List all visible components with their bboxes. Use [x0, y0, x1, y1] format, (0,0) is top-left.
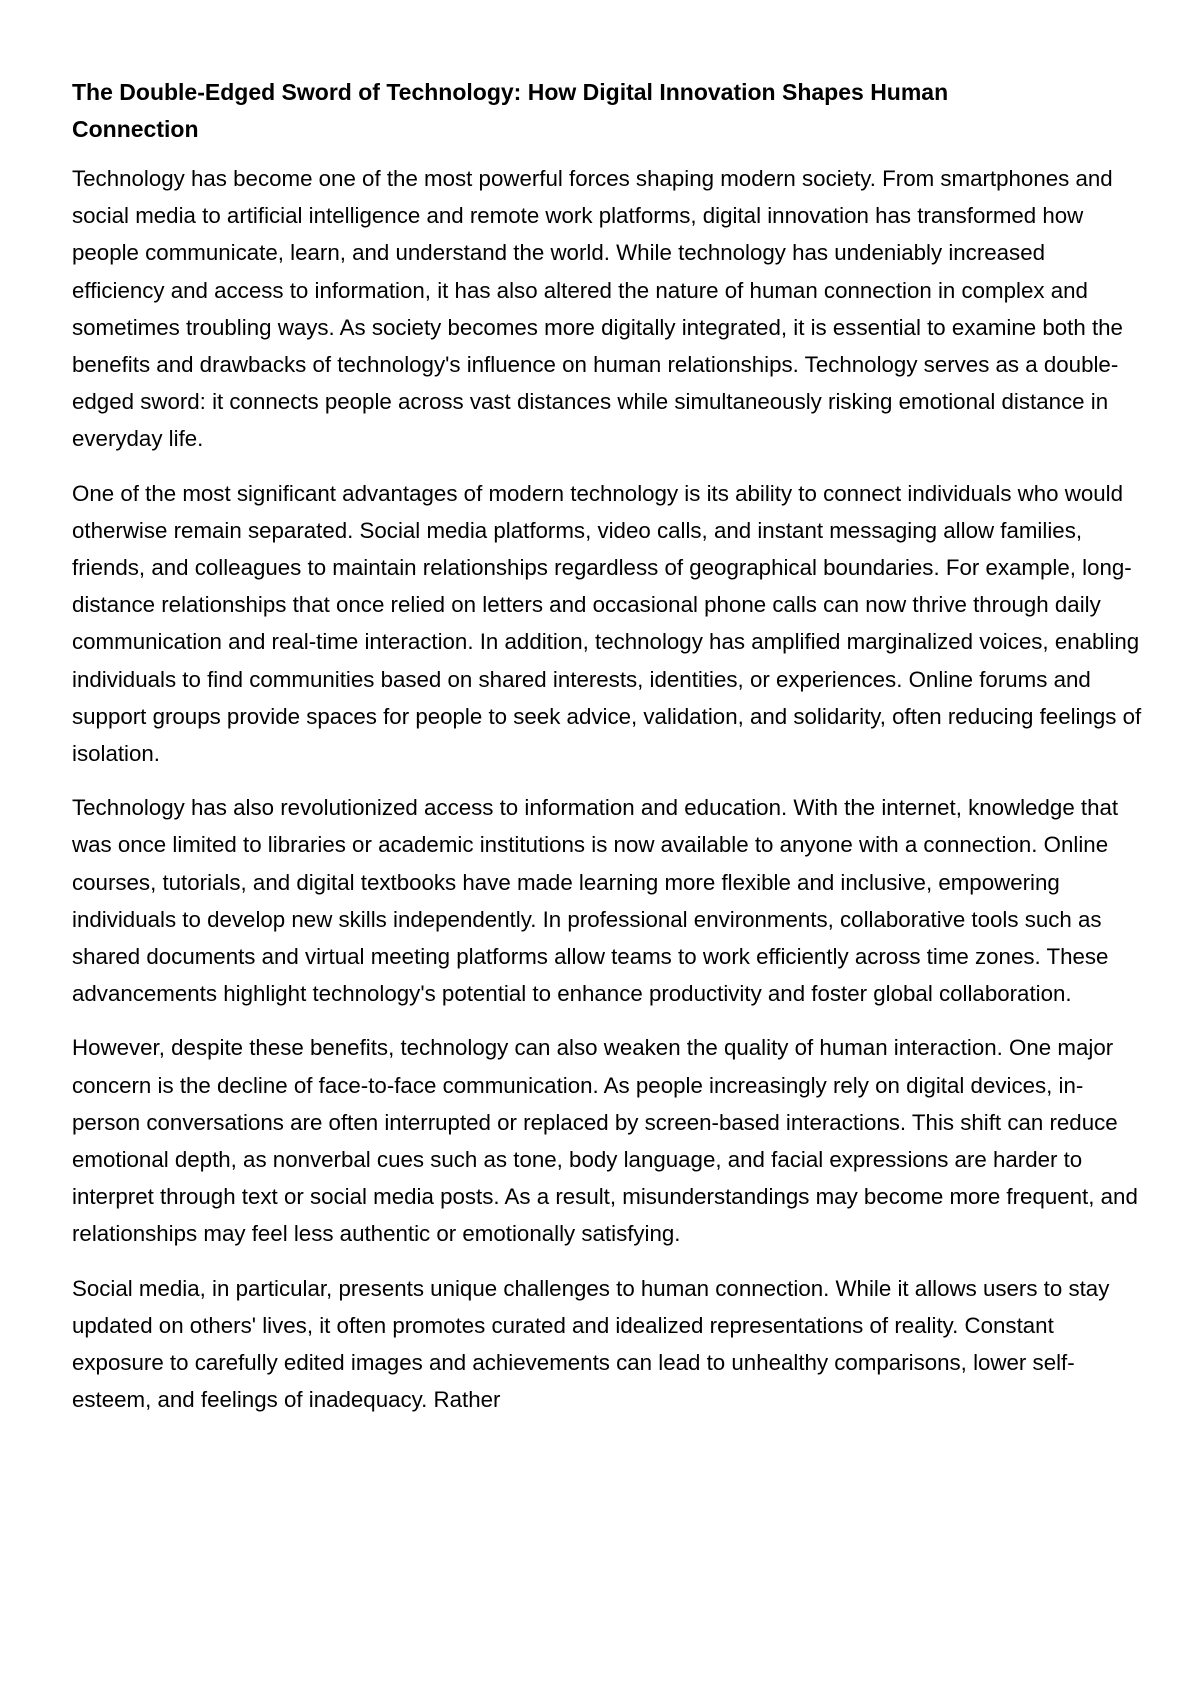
paragraph-social-media: Social media, in particular, presents unique challenges to human connection. While it allows users to stay updated on others' lives, it often promotes curated and idealized representations of reality. Constant exposure to carefully edited images and achievements can lead to unhealthy comparisons, lower self-esteem, and feelings of inadequacy. Rather — [72, 1275, 1110, 1413]
paragraph-information-access: Technology has also revolutionized access to information and education. With the internet, knowledge that was once limited to libraries or academic institutions is now available to anyone with a connection. Online courses, tutorials, and digital textbooks have made learning more flexible and inclusive, empowering individuals to develop new skills independently. In professional environments, collaborative tools such as shared documents and virtual meeting platforms allow teams to work efficiently across time zones. These advancements highlight technology's potential to enhance productivity and foster global collaboration. — [72, 795, 1119, 1007]
paragraph-interaction-decline: However, despite these benefits, technology can also weaken the quality of human interaction. One major concern is the decline of face-to-face communication. As people increasingly rely on digital devices, in-person conversations are often interrupted or replaced by screen-based interactions. This shift can reduce emotional depth, as nonverbal cues such as tone, body language, and facial expressions are harder to interpret through text or social media posts. As a result, misunderstandings may become more frequent, and relationships may feel less authentic or emotionally satisfying. — [72, 1035, 1138, 1247]
paragraph-introduction: Technology has become one of the most powerful forces shaping modern society. From smartphones and social media to artificial intelligence and remote work platforms, digital innovation has transformed how people communicate, learn, and understand the world. While technology has undeniably increased efficiency and access to information, it has also altered the nature of human connection in complex and sometimes troubling ways. As society becomes more digitally integrated, it is essential to examine both the benefits and drawbacks of technology's influence on human relationships. Technology serves as a double-edged sword: it connects people across vast distances while simultaneously risking emotional distance in everyday life. — [72, 166, 1123, 452]
paragraph-connection-advantages: One of the most significant advantages of modern technology is its ability to connect individuals who would otherwise remain separated. Social media platforms, video calls, and instant messaging allow families, friends, and colleagues to maintain relationships regardless of geographical boundaries. For example, long-distance relationships that once relied on letters and occasional phone calls can now thrive through daily communication and real-time interaction. In addition, technology has amplified marginalized voices, enabling individuals to find communities based on shared interests, identities, or experiences. Online forums and support groups provide spaces for people to seek advice, validation, and solidarity, often reducing feelings of isolation. — [72, 480, 1142, 767]
document-title: The Double-Edged Sword of Technology: How Digital Innovation Shapes Human Connection — [72, 79, 949, 142]
